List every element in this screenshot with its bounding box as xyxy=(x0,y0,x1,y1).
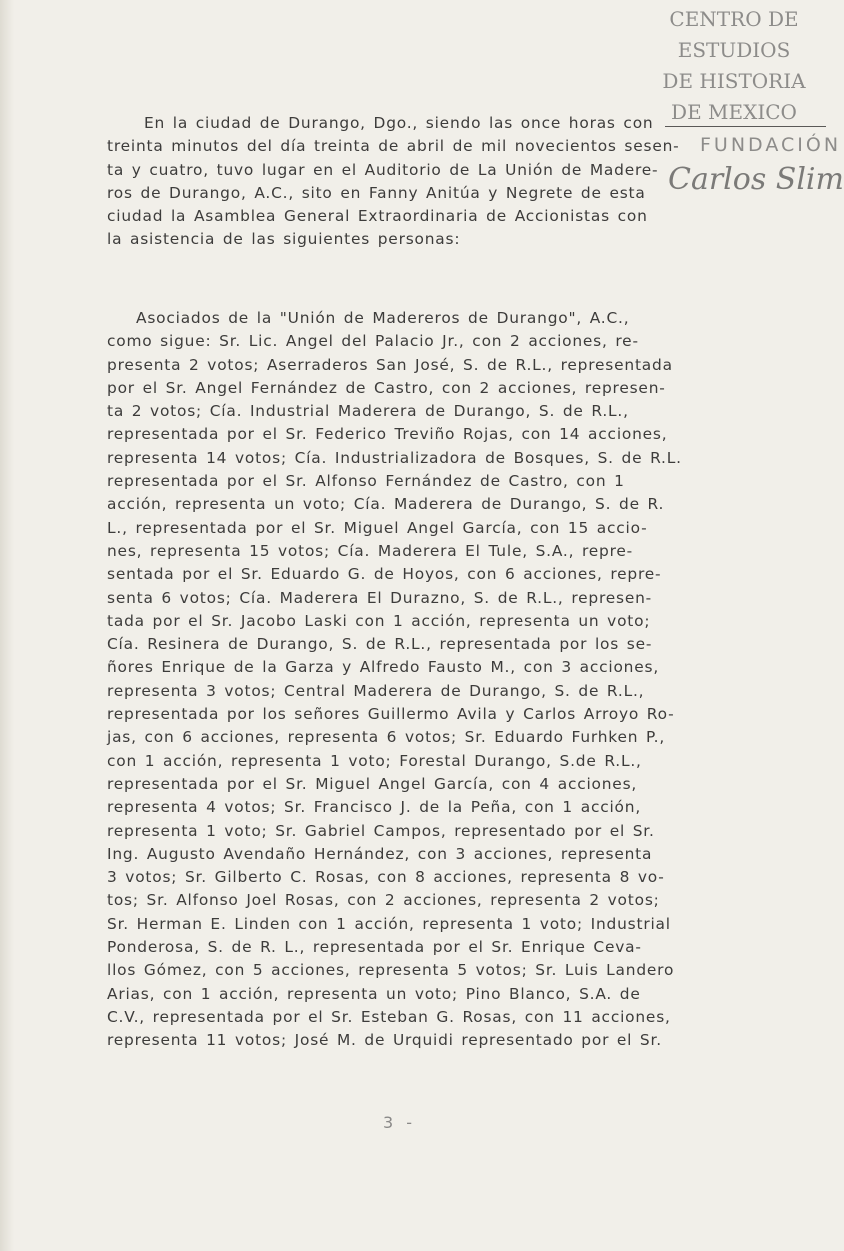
text-line: ta y cuatro, tuvo lugar en el Auditorio de La Unión de Madere- xyxy=(107,160,659,179)
text-line: L., representada por el Sr. Miguel Angel García, con 15 accio- xyxy=(107,518,648,537)
stamp-line: DE MEXICO xyxy=(671,100,797,124)
text-line: representa 3 votos; Central Maderera de Durango, S. de R.L., xyxy=(107,681,645,700)
text-line: presenta 2 votos; Aserraderos San José, S. de R.L., representada xyxy=(107,355,673,374)
text-line: representa 11 votos; José M. de Urquidi representado por el Sr. xyxy=(107,1031,662,1050)
text-line: acción, representa un voto; Cía. Maderera de Durango, S. de R. xyxy=(107,495,665,514)
text-line: ros de Durango, A.C., sito en Fanny Anitúa y Negrete de esta xyxy=(107,183,646,202)
text-line: representa 4 votos; Sr. Francisco J. de la Peña, con 1 acción, xyxy=(107,798,642,817)
text-line: por el Sr. Angel Fernández de Castro, con 2 acciones, represen- xyxy=(107,378,666,397)
text-line: ciudad la Asamblea General Extraordinaria de Accionistas con xyxy=(107,207,648,226)
text-line: 3 votos; Sr. Gilberto C. Rosas, con 8 acciones, representa 8 vo- xyxy=(107,868,665,887)
text-line: Sr. Herman E. Linden con 1 acción, representa 1 voto; Industrial xyxy=(107,914,671,933)
text-line: nes, representa 15 votos; Cía. Maderera El Tule, S.A., repre- xyxy=(107,541,634,560)
page-number: 3 - xyxy=(383,1113,417,1132)
text-line: Arias, con 1 acción, representa un voto; Pino Blanco, S.A. de xyxy=(107,984,641,1003)
text-line: representada por los señores Guillermo Avila y Carlos Arroyo Ro- xyxy=(107,705,675,724)
text-line: tada por el Sr. Jacobo Laski con 1 acción, representa un voto; xyxy=(107,611,651,630)
text-line: con 1 acción, representa 1 voto; Forestal Durango, S.de R.L., xyxy=(107,751,642,770)
opening-paragraph xyxy=(107,112,680,252)
text-line: treinta minutos del día treinta de abril de mil novecientos sesen- xyxy=(107,137,680,156)
text-line: representada por el Sr. Miguel Angel García, con 4 acciones, xyxy=(107,774,638,793)
text-line: ñores Enrique de la Garza y Alfredo Fausto M., con 3 acciones, xyxy=(107,658,660,677)
text-line: representada por el Sr. Federico Treviño Rojas, con 14 acciones, xyxy=(107,425,668,444)
text-line: senta 6 votos; Cía. Maderera El Durazno, S. de R.L., represen- xyxy=(107,588,652,607)
text-line: la asistencia de las siguientes personas: xyxy=(107,230,461,249)
page-edge-shadow xyxy=(0,0,14,1251)
stamp-line: CENTRO DE xyxy=(669,7,799,31)
text-line: llos Gómez, con 5 acciones, representa 5 votos; Sr. Luis Landero xyxy=(107,961,675,980)
text-line: sentada por el Sr. Eduardo G. de Hoyos, con 6 acciones, repre- xyxy=(107,565,662,584)
text-line: C.V., representada por el Sr. Esteban G. Rosas, con 11 acciones, xyxy=(107,1007,671,1026)
text-line: representa 1 voto; Sr. Gabriel Campos, representado por el Sr. xyxy=(107,821,655,840)
stamp-fundacion: FUNDACIÓN xyxy=(700,134,842,156)
text-line: Ponderosa, S. de R. L., representada por el Sr. Enrique Ceva- xyxy=(107,938,642,957)
text-line: ta 2 votos; Cía. Industrial Maderera de Durango, S. de R.L., xyxy=(107,402,629,421)
stamp-signature: Carlos Slim xyxy=(668,162,844,197)
stamp-line: ESTUDIOS xyxy=(677,38,791,62)
text-line: tos; Sr. Alfonso Joel Rosas, con 2 acciones, representa 2 votos; xyxy=(107,891,660,910)
text-line: Ing. Augusto Avendaño Hernández, con 3 acciones, representa xyxy=(107,844,653,863)
text-line: representada por el Sr. Alfonso Fernández de Castro, con 1 xyxy=(107,472,625,491)
text-line: representa 14 votos; Cía. Industrializadora de Bosques, S. de R.L. xyxy=(107,448,682,467)
text-line: Asociados de la "Unión de Madereros de Durango", A.C., xyxy=(136,309,630,327)
stamp-underline xyxy=(665,126,826,127)
archive-stamp xyxy=(654,4,814,128)
attendees-paragraph xyxy=(107,307,682,1053)
text-line: jas, con 6 acciones, representa 6 votos; Sr. Eduardo Furhken P., xyxy=(107,728,666,747)
text-line: Cía. Resinera de Durango, S. de R.L., representada por los se- xyxy=(107,635,653,654)
text-line: como sigue: Sr. Lic. Angel del Palacio Jr., con 2 acciones, re- xyxy=(107,332,639,351)
text-line: En la ciudad de Durango, Dgo., siendo las once horas con xyxy=(144,114,654,132)
stamp-line: DE HISTORIA xyxy=(662,69,806,93)
